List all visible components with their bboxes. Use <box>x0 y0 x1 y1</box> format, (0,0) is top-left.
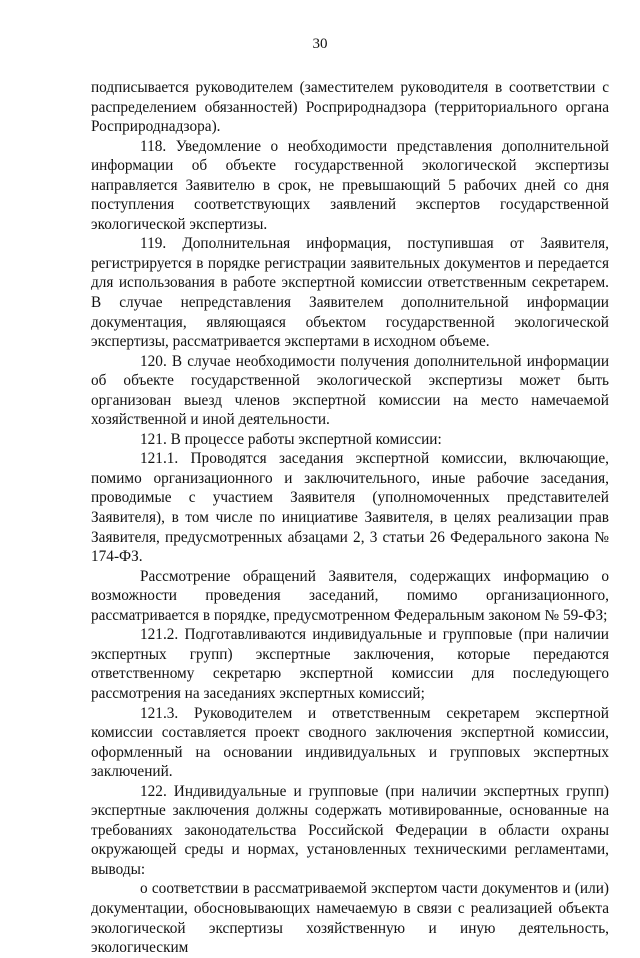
paragraph-121-1-appeals: Рассмотрение обращений Заявителя, содержащих информацию о возможности проведения заседаний, помимо организационного, рассматривается в порядке, предусмотренном Федеральным законом № 59-ФЗ; <box>91 567 609 624</box>
paragraph-continuation: подписывается руководителем (заместителем руководителя в соответствии с распределением обязанностей) Росприроднадзора (территориального органа Росприроднадзора). <box>91 79 609 136</box>
paragraph-121-1: 121.1. Проводятся заседания экспертной комиссии, включающие, помимо организационного и заключительного, иные рабочие заседания, проводимые с участием Заявителя (уполномоченных представителей Заявителя), в том числе по инициативе Заявителя, в целях реализации прав Заявителя, предусмотренных абзацами 2, 3 статьи 26 Федерального закона № 174-ФЗ. <box>91 450 609 566</box>
page-number: 30 <box>312 36 328 52</box>
paragraph-122-conclusion: о соответствии в рассматриваемой экспертом части документов и (или) документации, обосновывающих намечаемую в связи с реализацией объекта экологической экспертизы хозяйственную и иную деятельность, экологическим <box>91 880 609 957</box>
paragraph-121: 121. В процессе работы экспертной комиссии: <box>140 430 442 448</box>
paragraph-122: 122. Индивидуальные и групповые (при наличии экспертных групп) экспертные заключения должны содержать мотивированные, основанные на требованиях законодательства Российской Федерации в области охраны окружающей среды и нормах, установленных техническими регламентами, выводы: <box>91 782 609 878</box>
document-body <box>91 78 609 958</box>
paragraph-121-3: 121.3. Руководителем и ответственным секретарем экспертной комиссии составляется проект сводного заключения экспертной комиссии, оформленный на основании индивидуальных и групповых экспертных заключений. <box>91 704 609 781</box>
paragraph-120: 120. В случае необходимости получения дополнительной информации об объекте государственной экологической экспертизы может быть организован выезд членов экспертной комиссии на место намечаемой хозяйственной и иной деятельности. <box>91 352 609 429</box>
paragraph-118: 118. Уведомление о необходимости представления дополнительной информации об объекте государственной экологической экспертизы направляется Заявителю в срок, не превышающий 5 рабочих дней со дня поступления соответствующих заявлений экспертов государственной экологической экспертизы. <box>91 137 609 233</box>
paragraph-121-2: 121.2. Подготавливаются индивидуальные и групповые (при наличии экспертных групп) экспертные заключения, которые передаются ответственному секретарю экспертной комиссии для последующего рассмотрения на заседаниях экспертных комиссий; <box>91 626 609 702</box>
paragraph-119: 119. Дополнительная информация, поступившая от Заявителя, регистрируется в порядке регистрации заявительных документов и передается для использования в работе экспертной комиссии ответственным секретарем. В случае непредставления Заявителем дополнительной информации документация, являющаяся объектом государственной экологической экспертизы, рассматривается экспертами в исходном объеме. <box>91 235 609 351</box>
